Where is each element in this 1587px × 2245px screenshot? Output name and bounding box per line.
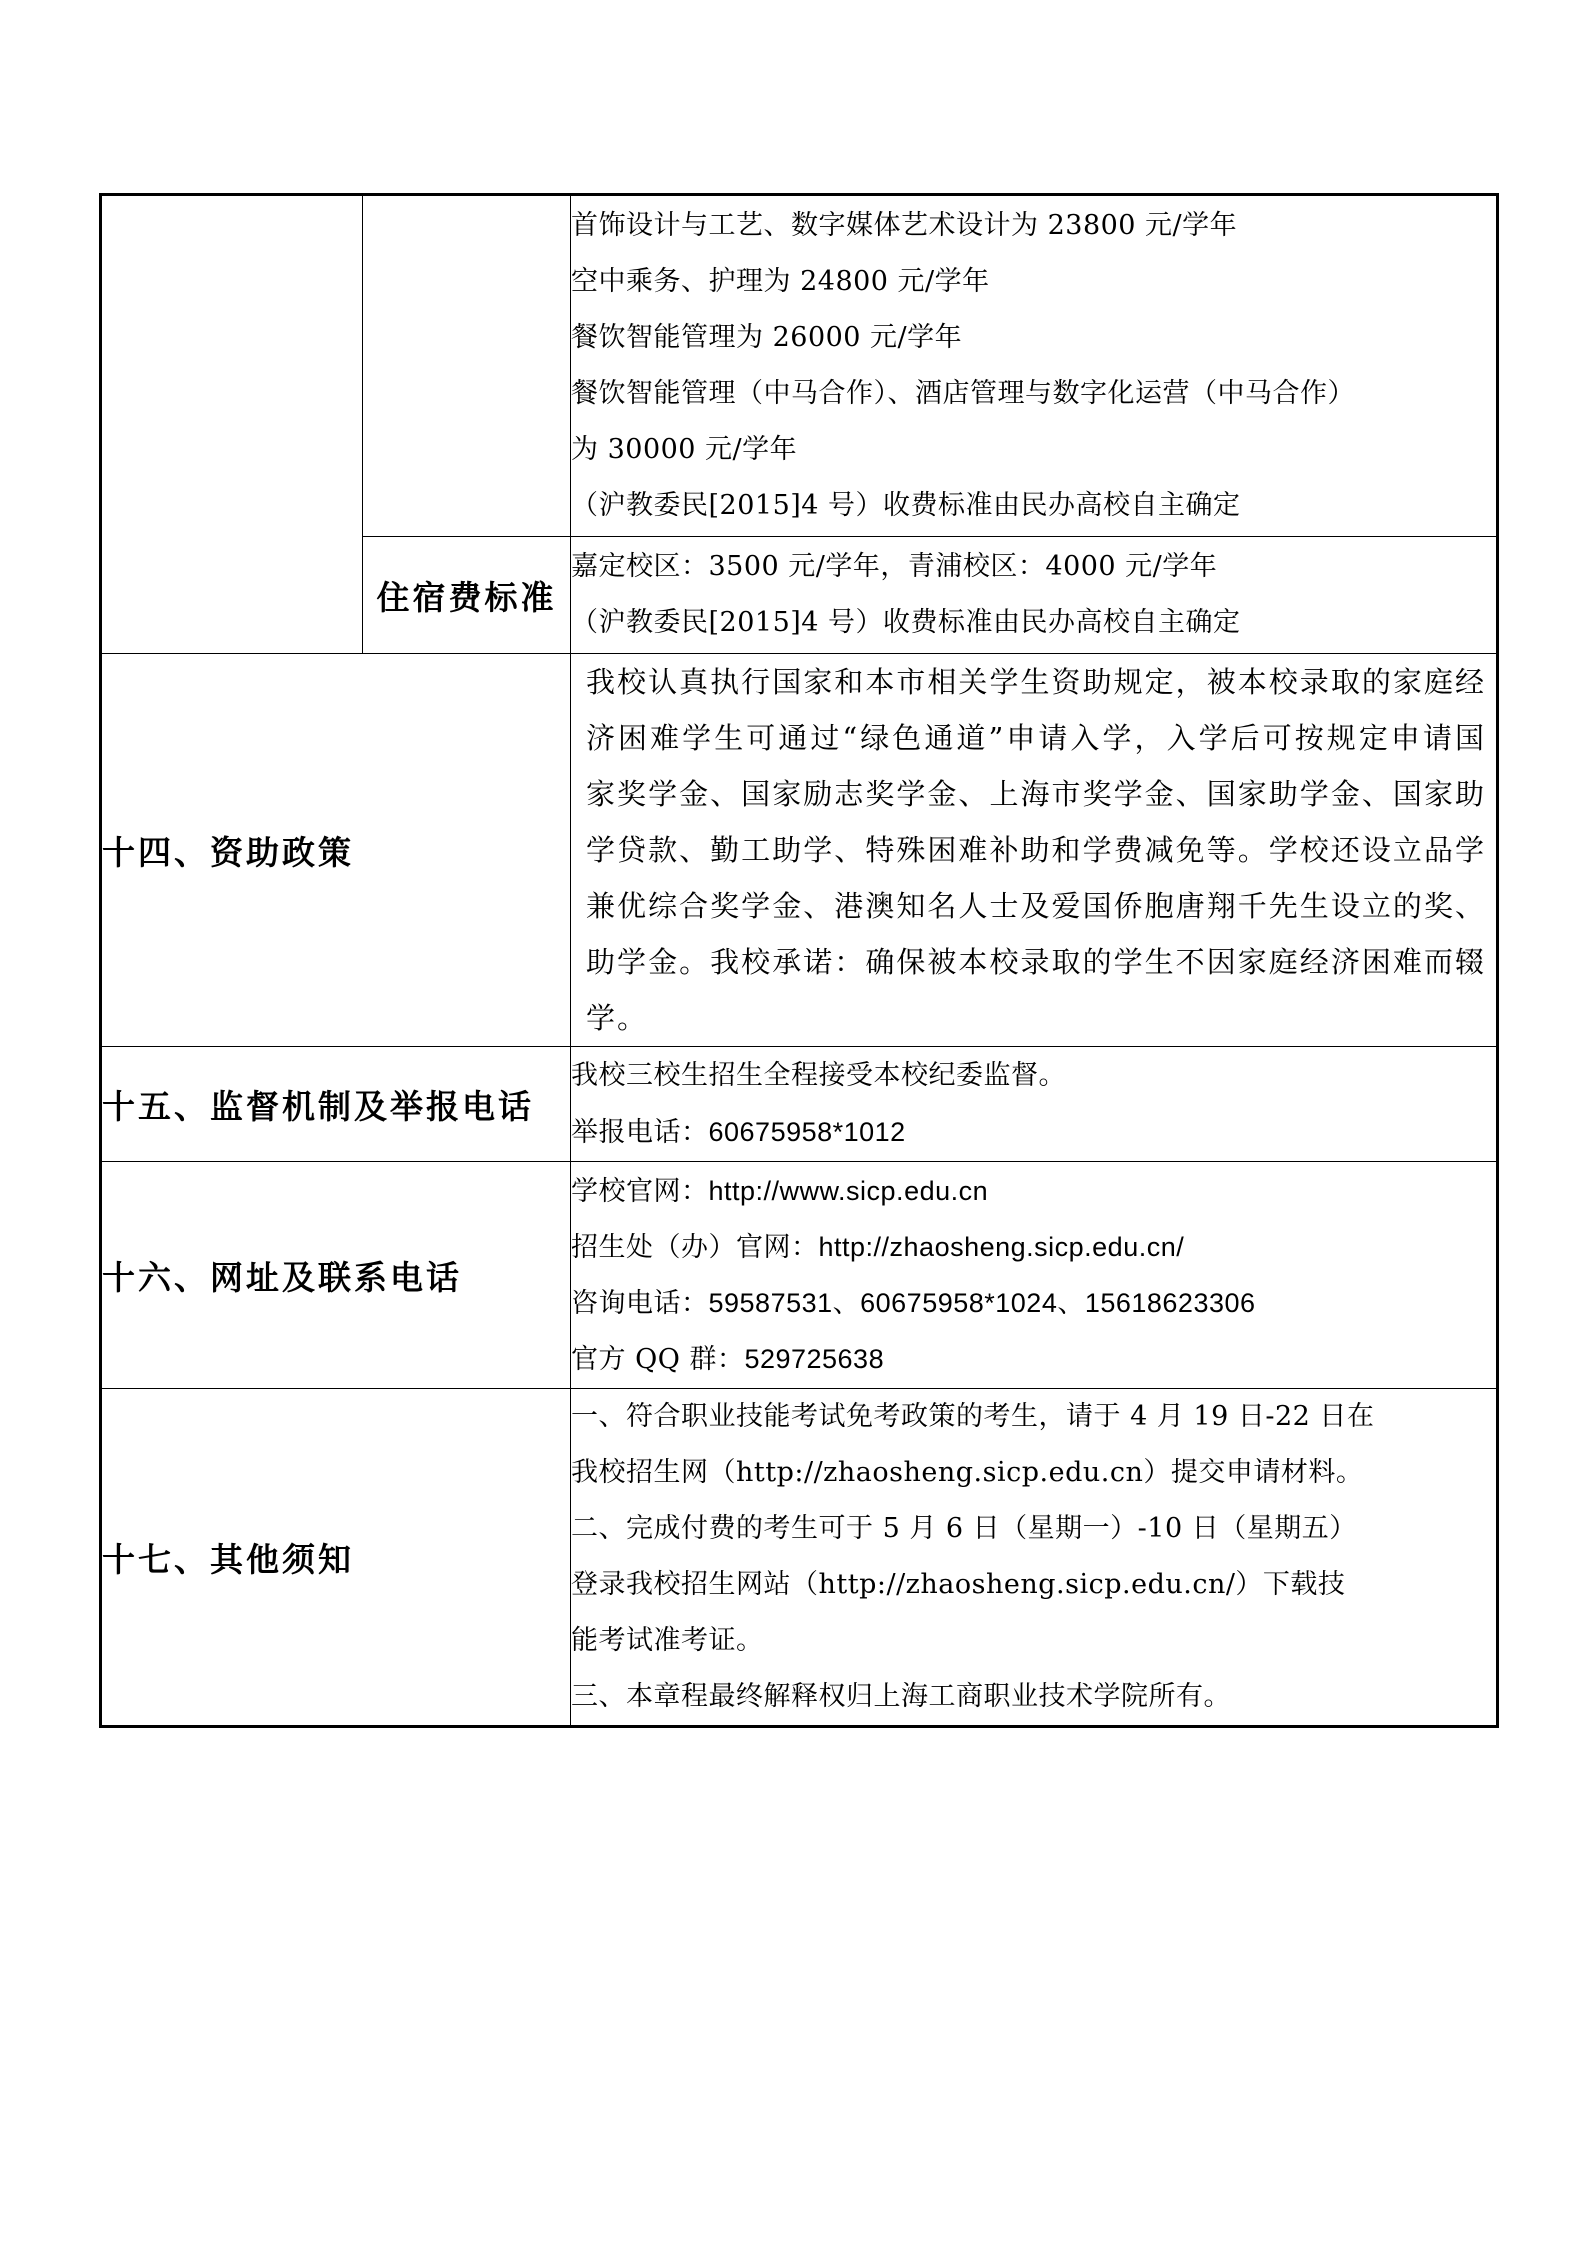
fee-line: 餐饮智能管理为 26000 元/学年 — [571, 322, 963, 353]
notice-line: 二、完成付费的考生可于 5 月 6 日（星期一）-10 日（星期五） — [571, 1513, 1357, 1544]
notice-line: 登录我校招生网站（http://zhaosheng.sicp.edu.cn/）下载技 — [571, 1569, 1346, 1600]
consult-phone-label: 咨询电话： — [571, 1288, 709, 1319]
section-14-title: 十四、资助政策 — [101, 654, 571, 1047]
admission-site-line — [571, 1219, 1496, 1275]
fee-line: （沪教委民[2015]4 号）收费标准由民办高校自主确定 — [571, 490, 1241, 521]
section-14-row — [101, 654, 1498, 1047]
school-site-label: 学校官网： — [571, 1176, 709, 1207]
fee-line: 首饰设计与工艺、数字媒体艺术设计为 23800 元/学年 — [571, 210, 1238, 241]
empty-category-cell — [101, 195, 363, 654]
empty-subcategory-cell — [363, 195, 571, 537]
fee-line: 空中乘务、护理为 24800 元/学年 — [571, 266, 990, 297]
school-site-line — [571, 1163, 1496, 1219]
report-phone-line — [571, 1104, 1496, 1160]
notice-line: 一、符合职业技能考试免考政策的考生，请于 4 月 19 日-22 日在 — [571, 1401, 1375, 1432]
notice-line: 三、本章程最终解释权归上海工商职业技术学院所有。 — [571, 1681, 1231, 1712]
section-16-content — [571, 1162, 1498, 1389]
section-17-title: 十七、其他须知 — [101, 1389, 571, 1727]
section-15-title: 十五、监督机制及举报电话 — [101, 1047, 571, 1162]
section-15-row — [101, 1047, 1498, 1162]
section-17-content — [571, 1389, 1498, 1727]
section-16-title: 十六、网址及联系电话 — [101, 1162, 571, 1389]
consult-phone-numbers: 59587531、60675958*1024、15618623306 — [708, 1288, 1256, 1318]
notice-line: 我校招生网（http://zhaosheng.sicp.edu.cn）提交申请材料。 — [571, 1457, 1364, 1488]
tuition-fees-cell — [571, 195, 1498, 537]
supervision-text: 我校三校生招生全程接受本校纪委监督。 — [571, 1060, 1066, 1091]
admission-site-link[interactable]: http://zhaosheng.sicp.edu.cn/ — [818, 1232, 1185, 1262]
dorm-fee-label: 住宿费标准 — [363, 537, 571, 654]
notice-line: 能考试准考证。 — [571, 1625, 764, 1656]
school-site-link[interactable]: http://www.sicp.edu.cn — [708, 1176, 989, 1206]
fee-line: 餐饮智能管理（中马合作）、酒店管理与数字化运营（中马合作） — [571, 378, 1355, 409]
admission-info-table — [99, 193, 1499, 1728]
report-phone-number: 60675958*1012 — [708, 1117, 906, 1147]
tuition-fees-row — [101, 195, 1498, 537]
qq-group-number: 529725638 — [744, 1344, 885, 1374]
admission-site-label: 招生处（办）官网： — [571, 1232, 819, 1263]
section-17-row — [101, 1389, 1498, 1727]
financial-aid-text: 我校认真执行国家和本市相关学生资助规定，被本校录取的家庭经济困难学生可通过“绿色通道”申请入学，入学后可按规定申请国家奖学金、国家励志奖学金、上海市奖学金、国家助学金、国家助学贷款、勤工助学、特殊困难补助和学费减免等。学校还设立品学兼优综合奖学金、港澳知名人士及爱国侨胞唐翔千先生设立的奖、助学金。我校承诺：确保被本校录取的学生不因家庭经济困难而辍学。 — [586, 665, 1486, 1035]
dorm-fee-line: 嘉定校区：3500 元/学年，青浦校区：4000 元/学年 — [571, 551, 1218, 582]
section-16-row — [101, 1162, 1498, 1389]
qq-group-line — [571, 1331, 1496, 1387]
report-phone-label: 举报电话： — [571, 1117, 709, 1148]
consult-phone-line — [571, 1275, 1496, 1331]
section-15-content — [571, 1047, 1498, 1162]
section-14-content — [571, 654, 1498, 1047]
qq-group-label: 官方 QQ 群： — [571, 1344, 745, 1375]
dorm-fee-cell — [571, 537, 1498, 654]
dorm-fee-line: （沪教委民[2015]4 号）收费标准由民办高校自主确定 — [571, 607, 1241, 638]
fee-line: 为 30000 元/学年 — [571, 434, 798, 465]
